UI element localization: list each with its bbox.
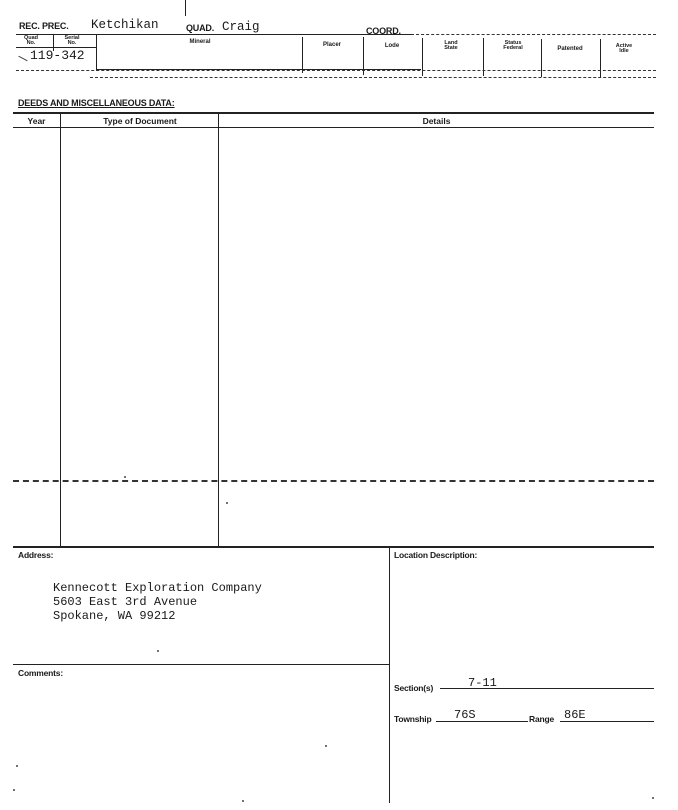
top-tick bbox=[185, 0, 186, 16]
deeds-section-title: DEEDS AND MISCELLANEOUS DATA: bbox=[18, 98, 175, 108]
quad-serial-value: 119-342 bbox=[30, 48, 85, 63]
patented-label: Patented bbox=[557, 46, 583, 52]
township-fill-line bbox=[436, 721, 528, 722]
deeds-dashed-separator bbox=[13, 480, 654, 482]
deeds-table-top bbox=[13, 112, 654, 114]
comments-label: Comments: bbox=[18, 668, 63, 678]
stray-mark bbox=[124, 476, 126, 478]
section-value: 7-11 bbox=[468, 676, 497, 690]
range-label: Range bbox=[529, 714, 554, 724]
header-underline-dashed bbox=[411, 34, 656, 35]
stray-mark bbox=[157, 650, 159, 652]
section-label: Section(s) bbox=[394, 683, 434, 693]
placer-label: Placer bbox=[322, 42, 341, 48]
address-line-1: Kennecott Exploration Company bbox=[53, 581, 262, 595]
range-value: 86E bbox=[564, 708, 586, 722]
stray-mark bbox=[242, 800, 244, 802]
township-value: 76S bbox=[454, 708, 476, 722]
stray-mark bbox=[226, 502, 228, 504]
address-comments-divider bbox=[13, 664, 389, 665]
serial-no-label: Serial No. bbox=[64, 35, 80, 46]
address-location-divider bbox=[389, 547, 390, 803]
location-description-label: Location Description: bbox=[394, 550, 478, 560]
quad-label: QUAD. bbox=[186, 23, 214, 33]
claim-col-line-3 bbox=[302, 37, 303, 73]
pen-mark bbox=[18, 56, 27, 62]
claim-col-line-8 bbox=[600, 39, 601, 77]
claim-row-bottom-dashed-2 bbox=[90, 77, 656, 78]
deeds-table-bottom bbox=[13, 546, 654, 548]
claim-col-line-2 bbox=[96, 35, 97, 71]
land-state-label: Land State bbox=[444, 40, 458, 51]
address-line-3: Spokane, WA 99212 bbox=[53, 609, 176, 623]
claim-row-bottom-dashed bbox=[16, 70, 656, 71]
stray-mark bbox=[16, 765, 18, 767]
claim-col-line-7 bbox=[541, 39, 542, 77]
lode-label: Lode bbox=[384, 43, 400, 49]
col-year-header: Year bbox=[27, 116, 46, 126]
rec-prec-value: Ketchikan bbox=[91, 18, 159, 32]
stray-mark bbox=[652, 797, 654, 799]
quad-no-label: Quad No. bbox=[23, 35, 39, 46]
stray-mark bbox=[325, 745, 327, 747]
address-label: Address: bbox=[18, 550, 54, 560]
col-type-header: Type of Document bbox=[103, 116, 177, 126]
mineral-label: Mineral bbox=[189, 39, 211, 45]
township-label: Township bbox=[394, 714, 432, 724]
status-federal-label: Status Federal bbox=[503, 40, 523, 51]
coord-label: COORD. bbox=[366, 26, 401, 36]
address-line-2: 5603 East 3rd Avenue bbox=[53, 595, 198, 609]
deeds-header-bottom bbox=[13, 127, 654, 128]
quad-value: Craig bbox=[222, 20, 260, 34]
col-details-header: Details bbox=[422, 116, 451, 126]
rec-prec-label: REC. PREC. bbox=[19, 21, 69, 31]
stray-mark bbox=[13, 789, 15, 791]
active-idle-label: Active Idle bbox=[615, 43, 633, 54]
